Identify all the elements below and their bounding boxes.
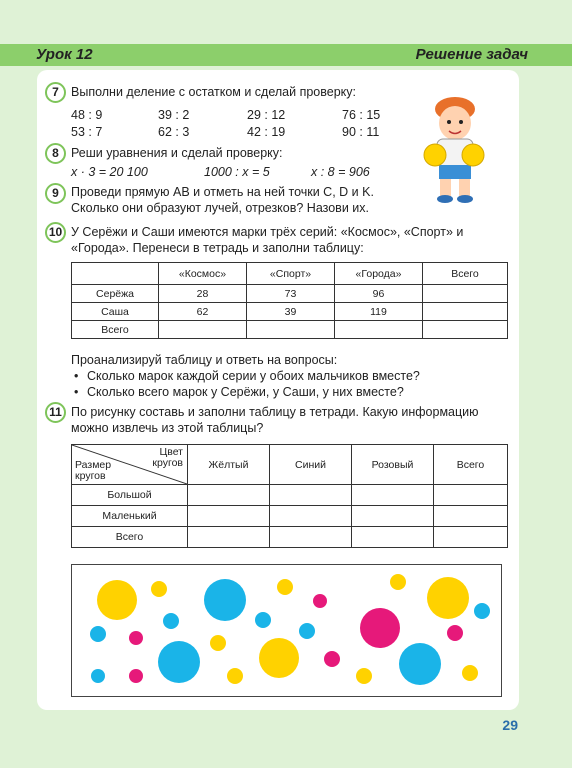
table-cell: Всего [72,527,188,548]
table-cell: 96 [335,285,423,303]
table-header-cell [72,263,159,285]
bullet-icon: • [74,369,79,383]
blue-small-circle [163,613,179,629]
task-7-expr: 90 : 11 [342,125,380,139]
task-10-question-1: Сколько марок каждой серии у обоих мальчиков вместе? [87,369,420,383]
corner-header-size: Размер кругов [75,459,112,482]
page-number: 29 [502,717,518,733]
table-header-cell: Розовый [352,445,434,485]
task-number-11: 11 [45,402,66,423]
task-8-equation: x · 3 = 20 100 [71,165,148,179]
yellow-large-circle [259,638,299,678]
yellow-large-circle [97,580,137,620]
task-10-question-2: Сколько всего марок у Серёжи, у Саши, у них вместе? [87,385,404,399]
task-7-expr: 62 : 3 [158,125,190,139]
table-cell: 39 [247,303,335,321]
table-row [72,285,508,303]
task-11-line2: можно извлечь из этой таблицы? [71,421,264,435]
table-cell [188,485,270,506]
table-header-cell: Всего [434,445,508,485]
table-cell [159,321,247,339]
yellow-small-circle [227,668,243,684]
blue-small-circle [91,669,105,683]
task-9-line2: Сколько они образуют лучей, отрезков? Назови их. [71,201,369,215]
table-header-cell: «Спорт» [247,263,335,285]
blue-large-circle [204,579,246,621]
yellow-small-circle [277,579,293,595]
table-cell [352,485,434,506]
table-row [72,485,508,506]
task-number-8: 8 [45,143,66,164]
pink-small-circle [324,651,340,667]
table-cell [247,321,335,339]
table-cell [352,506,434,527]
table-cell [434,485,508,506]
blue-large-circle [399,643,441,685]
boy-illustration [415,95,495,205]
pink-large-circle [360,608,400,648]
task-7-expr: 53 : 7 [71,125,103,139]
lesson-topic: Решение задач [415,46,528,63]
task-10-line2: «Города». Перенеси в тетрадь и заполни таблицу: [71,241,364,255]
blue-small-circle [299,623,315,639]
table-cell: 73 [247,285,335,303]
pink-small-circle [447,625,463,641]
table-cell [352,527,434,548]
task-number-7: 7 [45,82,66,103]
task-9-line1: Проведи прямую AB и отметь на ней точки C, D и K. [71,185,374,199]
yellow-large-circle [427,577,469,619]
corner-header-color: Цвет кругов [152,446,183,469]
table-cell [270,485,352,506]
blue-small-circle [255,612,271,628]
table-corner-cell [72,445,188,485]
table-cell [434,527,508,548]
task-11-line1: По рисунку составь и заполни таблицу в тетради. Какую информацию [71,405,479,419]
lesson-header [0,44,572,66]
bullet-icon: • [74,385,79,399]
table-cell [188,506,270,527]
table-cell: Большой [72,485,188,506]
table-cell: 62 [159,303,247,321]
task-7-expr: 29 : 12 [247,108,286,122]
task-number-9: 9 [45,183,66,204]
table-cell: 28 [159,285,247,303]
table-cell: 119 [335,303,423,321]
blue-small-circle [90,626,106,642]
task-7-text: Выполни деление с остатком и сделай проверку: [71,85,356,99]
pink-small-circle [313,594,327,608]
table-header-cell: Всего [423,263,508,285]
task-8-equation: 1000 : x = 5 [204,165,270,179]
circles-table [71,444,508,548]
table-header-cell: Синий [270,445,352,485]
stamps-table [71,262,508,339]
table-cell: Серёжа [72,285,159,303]
yellow-small-circle [210,635,226,651]
task-7-expr: 48 : 9 [71,108,103,122]
table-cell: Всего [72,321,159,339]
task-10-analyze: Проанализируй таблицу и ответь на вопросы: [71,353,338,367]
table-row [72,527,508,548]
table-row [72,506,508,527]
table-cell: Маленький [72,506,188,527]
table-header-cell: «Космос» [159,263,247,285]
task-8-text: Реши уравнения и сделай проверку: [71,146,283,160]
table-header-cell: Жёлтый [188,445,270,485]
pink-small-circle [129,631,143,645]
table-cell [188,527,270,548]
circles-svg [72,565,501,696]
yellow-small-circle [151,581,167,597]
pink-small-circle [129,669,143,683]
table-cell [335,321,423,339]
yellow-small-circle [390,574,406,590]
task-number-10: 10 [45,222,66,243]
yellow-small-circle [462,665,478,681]
blue-small-circle [474,603,490,619]
table-row [72,303,508,321]
table-cell [270,506,352,527]
table-cell [270,527,352,548]
blue-large-circle [158,641,200,683]
circles-picture [71,564,502,697]
table-cell [434,506,508,527]
table-row [72,321,508,339]
task-7-expr: 39 : 2 [158,108,190,122]
task-7-expr: 76 : 15 [342,108,381,122]
lesson-title: Урок 12 [36,46,93,63]
task-7-expr: 42 : 19 [247,125,286,139]
table-cell [423,321,508,339]
table-cell [423,303,508,321]
task-8-equation: x : 8 = 906 [311,165,370,179]
yellow-small-circle [356,668,372,684]
table-cell [423,285,508,303]
table-cell: Саша [72,303,159,321]
task-10-line1: У Серёжи и Саши имеются марки трёх серий: «Космос», «Спорт» и [71,225,464,239]
table-header-cell: «Города» [335,263,423,285]
